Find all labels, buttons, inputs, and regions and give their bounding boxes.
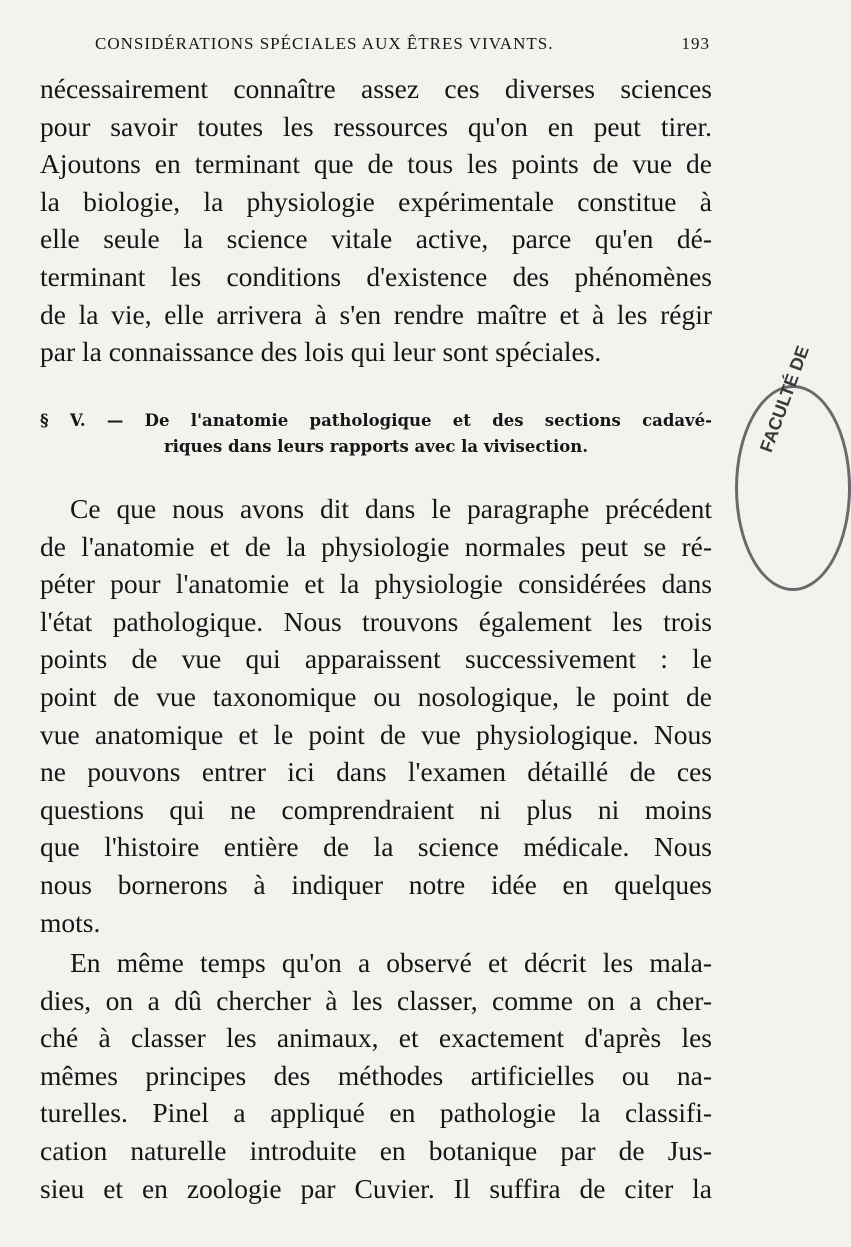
text-line: elle seule la science vitale active, parce qu'en dé- — [40, 223, 712, 255]
text-line: cation naturelle introduite en botanique par de Jus- — [40, 1134, 712, 1166]
text-line: nécessairement connaître assez ces diverses sciences — [40, 73, 712, 104]
paragraph-2 — [40, 490, 712, 941]
text-line: dies, on a dû chercher à les classer, comme on a cher- — [40, 984, 712, 1016]
text-line: points de vue qui apparaissent successivement : le — [40, 643, 712, 675]
text-line: sieu et en zoologie par Cuvier. Il suffira de citer la — [40, 1172, 712, 1204]
text-line: que l'histoire entière de la science médicale. Nous — [40, 831, 712, 863]
library-stamp — [735, 343, 851, 591]
text-line: pour savoir toutes les ressources qu'on en peut tirer. — [40, 110, 712, 142]
text-line: de l'anatomie et de la physiologie normales peut se ré- — [40, 530, 712, 562]
text-line: Ajoutons en terminant que de tous les points de vue de — [40, 148, 712, 180]
text-line: la biologie, la physiologie expérimentale constitue à — [40, 185, 712, 217]
text-line: mots. — [40, 906, 101, 938]
text-line: turelles. Pinel a appliqué en pathologie la classifi- — [40, 1097, 712, 1129]
text-line: ché à classer les animaux, et exactement d'après les — [40, 1022, 712, 1054]
page-number: 193 — [681, 34, 710, 53]
running-head — [95, 34, 710, 54]
text-line: En même temps qu'on a observé et décrit les mala- — [70, 947, 712, 978]
text-line: nous bornerons à indiquer notre idée en quelques — [40, 868, 712, 900]
text-line: ne pouvons entrer ici dans l'examen détaillé de ces — [40, 756, 712, 788]
text-line: questions qui ne comprendraient ni plus ni moins — [40, 793, 712, 825]
paragraph-1 — [40, 70, 712, 371]
text-line: mêmes principes des méthodes artificielles ou na- — [40, 1059, 712, 1091]
text-line: l'état pathologique. Nous trouvons également les trois — [40, 605, 712, 637]
running-title: CONSIDÉRATIONS SPÉCIALES AUX ÊTRES VIVANTS. — [95, 34, 554, 53]
section-heading — [40, 408, 712, 460]
section-heading-line: riques dans leurs rapports avec la vivisection. — [163, 437, 589, 456]
text-line: vue anatomique et le point de vue physiologique. Nous — [40, 718, 712, 750]
paragraph-3 — [40, 944, 712, 1207]
text-line: terminant les conditions d'existence des phénomènes — [40, 260, 712, 292]
section-heading-line: § V. — De l'anatomie pathologique et des sections cadavé- — [40, 411, 712, 430]
text-line: Ce que nous avons dit dans le paragraphe précédent — [70, 493, 712, 524]
text-line: de la vie, elle arrivera à s'en rendre maître et à les régir — [40, 298, 712, 330]
stamp-text: FACULTÉ DE — [756, 343, 813, 455]
text-line: par la connaissance des lois qui leur sont spéciales. — [40, 336, 602, 368]
text-line: point de vue taxonomique ou nosologique, le point de — [40, 680, 712, 712]
text-line: péter pour l'anatomie et la physiologie considérées dans — [40, 568, 712, 600]
